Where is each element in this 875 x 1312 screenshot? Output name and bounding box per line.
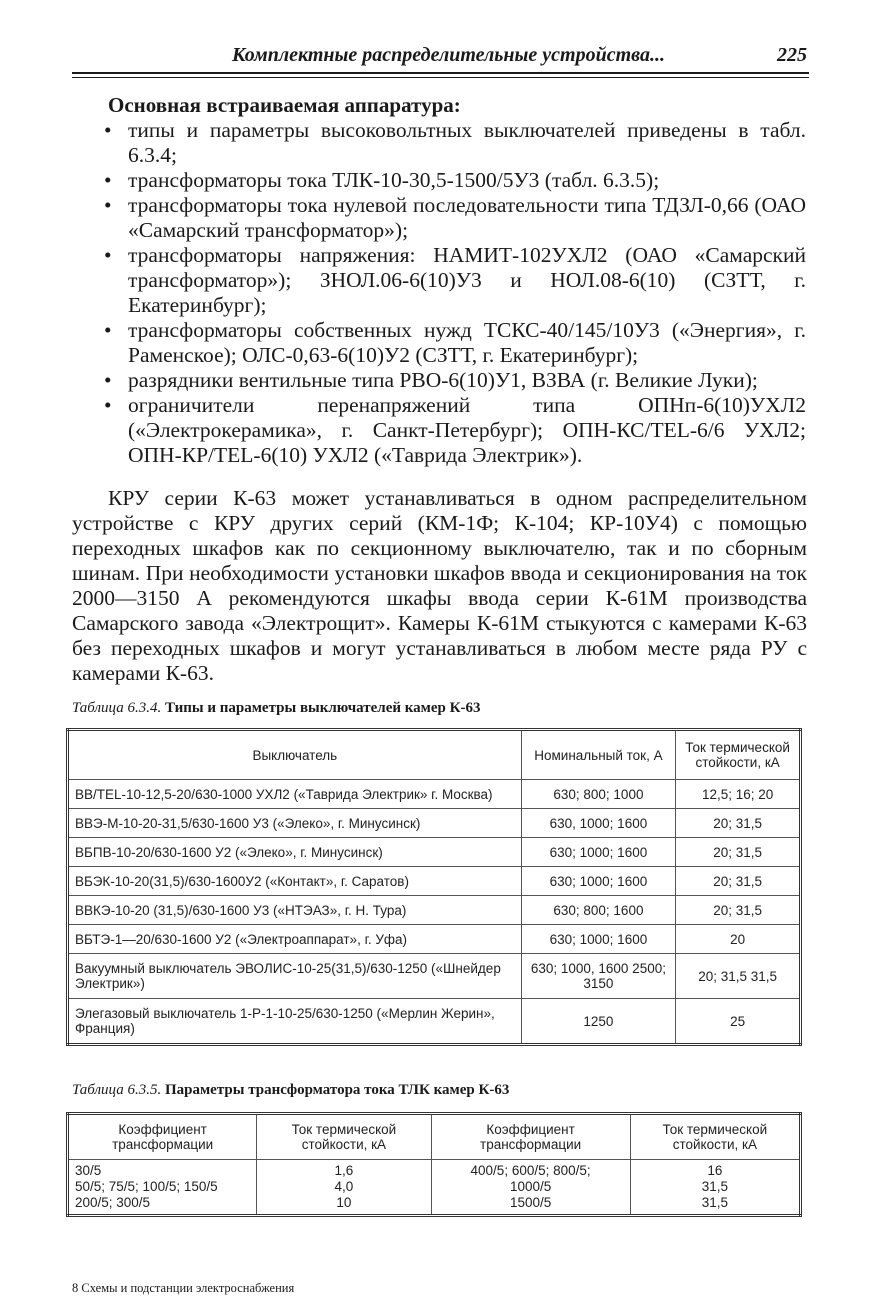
table-row: [68, 954, 801, 999]
table-row: [68, 999, 801, 1045]
list-item: • трансформаторы тока ТЛК-10-30,5-1500/5У3 (табл. 6.3.5);: [104, 168, 806, 193]
table2-caption-number: Таблица 6.3.5.: [72, 1082, 162, 1098]
table-header-row: [68, 1114, 801, 1160]
table-cell: ВБЭК-10-20(31,5)/630-1600У2 («Контакт», г. Саратов): [68, 867, 522, 896]
table-cell: 630; 800; 1000: [521, 780, 676, 809]
table-header-row: [68, 730, 801, 780]
cell-line: 1500/5: [509, 1195, 552, 1210]
running-header: [72, 44, 807, 70]
cell-line: 10: [336, 1195, 352, 1210]
table-cell: 20; 31,5: [676, 809, 801, 838]
table-cell: 630; 1000; 1600: [521, 925, 676, 954]
table-cell: 630; 1000; 1600: [521, 867, 676, 896]
list-item: • типы и параметры высоковольтных выключателей приведены в табл. 6.3.4;: [104, 118, 806, 168]
table1-caption: [72, 700, 481, 717]
table-row: [68, 1160, 801, 1216]
cell-line: 30/5: [75, 1163, 102, 1178]
header-rule: [72, 72, 809, 74]
table-row: [68, 896, 801, 925]
body-paragraph: КРУ серии К-63 может устанавливаться в одном распределительном устройстве с КРУ других серий (КМ-1Ф; К-104; КР-10У4) с помощью переходных шкафов как по секционному выключателю, так и по сборным шинам. При необходимости установки шкафов ввода и секционирования на ток 2000—3150 А рекомендуются шкафы ввода серии К-61М производства Самарского завода «Электрощит». Камеры К-61М стыкуются с камерами К-63 без переходных шкафов и могут устанавливаться в любом месте ряда РУ с камерами К-63.: [72, 486, 807, 685]
table-cell: 630; 1000; 1600: [521, 838, 676, 867]
list-item: • разрядники вентильные типа РВО-6(10)У1, ВЗВА (г. Великие Луки);: [104, 368, 806, 393]
table1-caption-number: Таблица 6.3.4.: [72, 700, 162, 716]
cell-line: 31,5: [701, 1179, 728, 1194]
section-heading: Основная встраиваемая аппаратура:: [108, 93, 461, 117]
page-footer: 8 Схемы и подстанции электроснабжения: [72, 1281, 295, 1295]
table-cell: ВВ/TEL-10-12,5-20/630-1000 УХЛ2 («Таврида Электрик» г. Москва): [68, 780, 522, 809]
column-header: Коэффициент трансформации: [68, 1114, 257, 1160]
table-row: [68, 838, 801, 867]
table-cell: 630, 1000; 1600: [521, 809, 676, 838]
table-cell: [257, 1160, 431, 1216]
column-header: Ток термической стойкости, кА: [630, 1114, 800, 1160]
table-cell: 20: [676, 925, 801, 954]
header-rule-thin: [72, 77, 809, 78]
column-header: Ток термической стойкости, кА: [257, 1114, 431, 1160]
table-cell: 12,5; 16; 20: [676, 780, 801, 809]
list-item: • трансформаторы тока нулевой последовательности типа ТДЗЛ-0,66 (ОАО «Самарский трансформатор»);: [104, 193, 806, 243]
breakers-table: [66, 728, 802, 1046]
current-transformer-table: [66, 1112, 802, 1217]
table-cell: Вакуумный выключатель ЭВОЛИС-10-25(31,5)/630-1250 («Шнейдер Электрик»): [68, 954, 522, 999]
cell-line: 16: [707, 1163, 723, 1178]
cell-line: 200/5; 300/5: [75, 1195, 151, 1210]
table-cell: Элегазовый выключатель 1-Р-1-10-25/630-1250 («Мерлин Жерин», Франция): [68, 999, 522, 1045]
table-cell: 20; 31,5: [676, 838, 801, 867]
table-cell: ВВЭ-М-10-20-31,5/630-1600 У3 («Элеко», г. Минусинск): [68, 809, 522, 838]
list-item: • трансформаторы собственных нужд ТСКС-40/145/10У3 («Энергия», г. Раменское); ОЛС-0,63-6(10)У2 (СЗТТ, г. Екатеринбург);: [104, 318, 806, 368]
cell-line: 4,0: [334, 1179, 354, 1194]
table-cell: [630, 1160, 800, 1216]
table-row: [68, 867, 801, 896]
list-item: • ограничители перенапряжений типа ОПНп-6(10)УХЛ2 («Электрокерамика», г. Санкт-Петербург); ОПН-КС/TEL-6/6 УХЛ2; ОПН-КР/TEL-6(10) УХЛ2 («Таврида Электрик»).: [104, 393, 806, 468]
column-header: Номинальный ток, А: [521, 730, 676, 780]
table-cell: ВБПВ-10-20/630-1600 У2 («Элеко», г. Минусинск): [68, 838, 522, 867]
table-cell: 20; 31,5 31,5: [676, 954, 801, 999]
table-cell: [431, 1160, 630, 1216]
column-header: Коэффициент трансформации: [431, 1114, 630, 1160]
table-cell: 1250: [521, 999, 676, 1045]
table-cell: 630; 1000, 1600 2500; 3150: [521, 954, 676, 999]
column-header: Ток термической стойкости, кА: [676, 730, 801, 780]
table-cell: [68, 1160, 257, 1216]
list-item: • трансформаторы напряжения: НАМИТ-102УХЛ2 (ОАО «Самарский трансформатор»); ЗНОЛ.06-6(10)У3 и НОЛ.08-6(10) (СЗТТ, г. Екатеринбург);: [104, 243, 806, 318]
column-header: Выключатель: [68, 730, 522, 780]
table-row: [68, 780, 801, 809]
table2-caption-title: Параметры трансформатора тока ТЛК камер К-63: [164, 1082, 510, 1098]
table-cell: 25: [676, 999, 801, 1045]
table-cell: ВБТЭ-1—20/630-1600 У2 («Электроаппарат», г. Уфа): [68, 925, 522, 954]
cell-line: 50/5; 75/5; 100/5; 150/5: [75, 1179, 218, 1194]
table-cell: ВВКЭ-10-20 (31,5)/630-1600 У3 («НТЭАЗ», г. Н. Тура): [68, 896, 522, 925]
cell-line: 1000/5: [509, 1179, 552, 1194]
page-number: 225: [777, 44, 807, 66]
cell-line: 31,5: [701, 1195, 728, 1210]
table-cell: 630; 800; 1600: [521, 896, 676, 925]
cell-line: 1,6: [334, 1163, 354, 1178]
table-cell: 20; 31,5: [676, 867, 801, 896]
table2-caption: [72, 1082, 509, 1099]
table-row: [68, 809, 801, 838]
cell-line: 400/5; 600/5; 800/5;: [470, 1163, 591, 1178]
equipment-list: [104, 118, 806, 468]
table1-caption-title: Типы и параметры выключателей камер К-63: [164, 700, 481, 716]
table-cell: 20; 31,5: [676, 896, 801, 925]
running-header-title: Комплектные распределительные устройства...: [232, 44, 665, 66]
table-row: [68, 925, 801, 954]
